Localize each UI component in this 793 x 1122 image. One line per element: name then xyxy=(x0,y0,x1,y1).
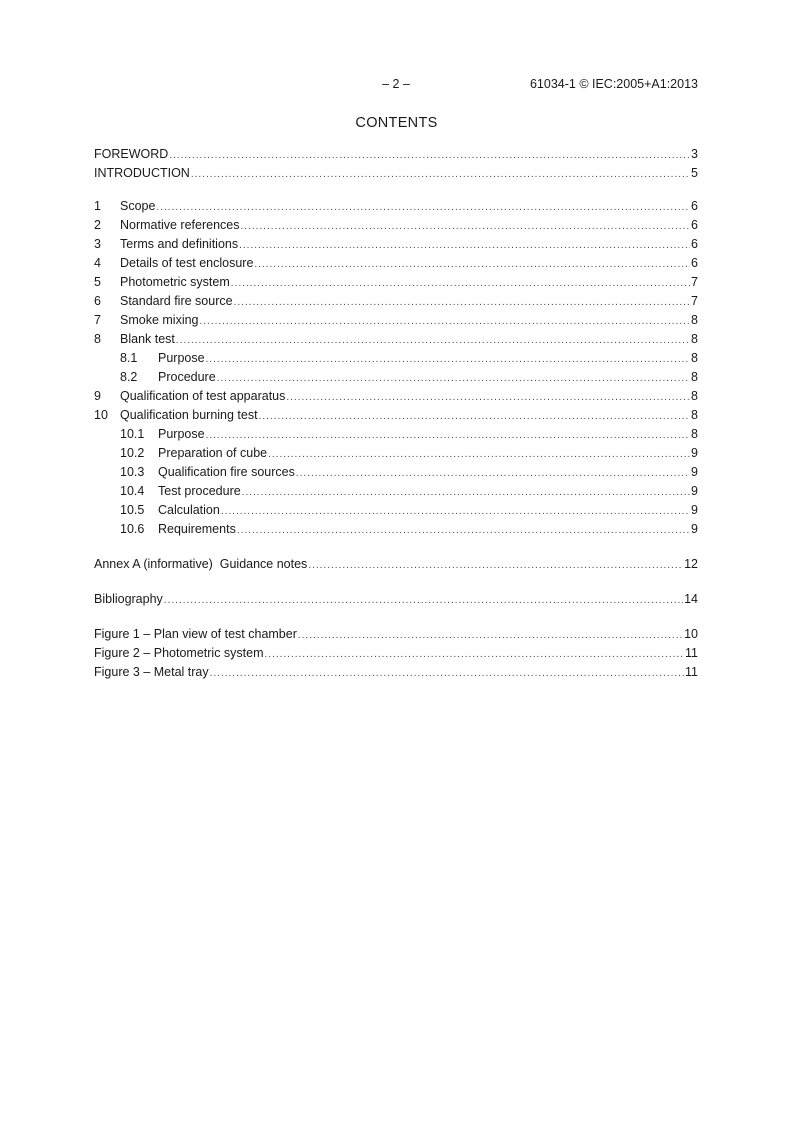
toc-entry-number: 4 xyxy=(94,256,101,270)
toc-entry-normative-references[interactable] xyxy=(94,216,698,235)
dot-leader xyxy=(206,425,690,444)
toc-entry-page: 11 xyxy=(685,646,698,660)
toc-entry-number: 6 xyxy=(94,294,101,308)
toc-entry-label: Procedure xyxy=(158,370,216,384)
toc-entry-number: 10.5 xyxy=(120,503,145,517)
toc-entry-qualification-burning-test[interactable] xyxy=(94,406,698,425)
dot-leader xyxy=(210,663,684,682)
toc-entry-label: Details of test enclosure xyxy=(120,256,254,270)
dot-leader xyxy=(200,311,691,330)
toc-entry-label: INTRODUCTION xyxy=(94,166,190,180)
toc-entry-label: Qualification of test apparatus xyxy=(120,389,286,403)
toc-entry-label: Terms and definitions xyxy=(120,237,239,251)
toc-entry-label: Preparation of cube xyxy=(158,446,268,460)
toc-entry-blank-procedure[interactable] xyxy=(94,368,698,387)
toc-entry-number: 10.4 xyxy=(120,484,145,498)
toc-entry-label: Qualification burning test xyxy=(120,408,258,422)
dot-leader xyxy=(221,501,690,520)
toc-entry-blank-purpose[interactable] xyxy=(94,349,698,368)
toc-entry-label: Figure 3 – Metal tray xyxy=(94,665,209,679)
toc-entry-label: Photometric system xyxy=(120,275,230,289)
toc-entry-page: 8 xyxy=(691,370,698,384)
dot-leader xyxy=(254,254,690,273)
toc-entry-introduction[interactable] xyxy=(94,164,698,183)
toc-entry-foreword[interactable] xyxy=(94,145,698,164)
toc-entry-page: 9 xyxy=(691,446,698,460)
page-number: – 2 – xyxy=(382,77,410,91)
dot-leader xyxy=(231,273,690,292)
toc-entry-preparation-of-cube[interactable] xyxy=(94,444,698,463)
toc-entry-calculation[interactable] xyxy=(94,501,698,520)
toc-entry-terms-definitions[interactable] xyxy=(94,235,698,254)
dot-leader xyxy=(156,197,690,216)
toc-entry-page: 10 xyxy=(684,627,698,641)
toc-entry-qualification-apparatus[interactable] xyxy=(94,387,698,406)
toc-entry-page: 7 xyxy=(691,275,698,289)
toc-entry-label: Requirements xyxy=(158,522,236,536)
toc-entry-number: 9 xyxy=(94,389,101,403)
toc-entry-blank-test[interactable] xyxy=(94,330,698,349)
toc-entry-label: Bibliography xyxy=(94,592,163,606)
dot-leader xyxy=(206,349,690,368)
contents-title: CONTENTS xyxy=(355,115,438,131)
dot-leader xyxy=(237,520,690,539)
toc-entry-page: 8 xyxy=(691,313,698,327)
toc-entry-burning-purpose[interactable] xyxy=(94,425,698,444)
toc-entry-page: 8 xyxy=(691,427,698,441)
spacer xyxy=(94,574,698,590)
toc-entry-test-enclosure[interactable] xyxy=(94,254,698,273)
dot-leader xyxy=(239,235,690,254)
spacer xyxy=(94,183,698,197)
toc-entry-number: 10.6 xyxy=(120,522,145,536)
toc-entry-page: 8 xyxy=(691,389,698,403)
toc-entry-scope[interactable] xyxy=(94,197,698,216)
toc-entry-page: 14 xyxy=(684,592,698,606)
toc-entry-label: Normative references xyxy=(120,218,240,232)
toc-entry-label: Figure 2 – Photometric system xyxy=(94,646,264,660)
toc-entry-number: 8.1 xyxy=(120,351,138,365)
toc-entry-number: 8.2 xyxy=(120,370,138,384)
toc-entry-number: 10 xyxy=(94,408,108,422)
toc-entry-standard-fire-source[interactable] xyxy=(94,292,698,311)
toc-entry-smoke-mixing[interactable] xyxy=(94,311,698,330)
toc-entry-number: 1 xyxy=(94,199,101,213)
toc-entry-label: Smoke mixing xyxy=(120,313,199,327)
toc-entry-page: 3 xyxy=(691,147,698,161)
dot-leader xyxy=(242,482,690,501)
toc-entry-number: 5 xyxy=(94,275,101,289)
toc-entry-photometric-system[interactable] xyxy=(94,273,698,292)
toc-entry-page: 6 xyxy=(691,256,698,270)
toc-entry-label: Standard fire source xyxy=(120,294,233,308)
document-id: 61034-1 © IEC:2005+A1:2013 xyxy=(529,77,698,91)
dot-leader xyxy=(176,330,690,349)
toc-entry-number: 8 xyxy=(94,332,101,346)
dot-leader xyxy=(259,406,690,425)
toc-entry-number: 2 xyxy=(94,218,101,232)
toc-entry-page: 5 xyxy=(691,166,698,180)
toc-entry-figure-2[interactable] xyxy=(94,644,698,663)
toc-entry-figure-3[interactable] xyxy=(94,663,698,682)
toc-entry-page: 6 xyxy=(691,218,698,232)
dot-leader xyxy=(191,164,690,183)
toc-entry-label: Annex A (informative) Guidance notes xyxy=(94,557,308,571)
toc-entry-page: 9 xyxy=(691,484,698,498)
toc-entry-label: Purpose xyxy=(158,427,205,441)
dot-leader xyxy=(217,368,690,387)
toc-entry-label: Blank test xyxy=(120,332,175,346)
toc-entry-test-procedure[interactable] xyxy=(94,482,698,501)
dot-leader xyxy=(298,625,683,644)
toc-entry-bibliography[interactable] xyxy=(94,590,698,609)
toc-entry-page: 6 xyxy=(691,237,698,251)
toc-entry-label: Calculation xyxy=(158,503,220,517)
toc-entry-page: 12 xyxy=(684,557,698,571)
toc-entry-page: 8 xyxy=(691,332,698,346)
toc-entry-label: Qualification fire sources xyxy=(158,465,295,479)
spacer xyxy=(94,539,698,555)
dot-leader xyxy=(308,555,683,574)
dot-leader xyxy=(241,216,691,235)
table-of-contents xyxy=(94,145,698,682)
toc-entry-page: 6 xyxy=(691,199,698,213)
toc-entry-label: Figure 1 – Plan view of test chamber xyxy=(94,627,297,641)
toc-entry-page: 7 xyxy=(691,294,698,308)
toc-entry-label: Test procedure xyxy=(158,484,241,498)
toc-entry-page: 8 xyxy=(691,351,698,365)
dot-leader xyxy=(286,387,690,406)
toc-entry-page: 8 xyxy=(691,408,698,422)
toc-entry-label: Scope xyxy=(120,199,156,213)
toc-entry-number: 10.2 xyxy=(120,446,145,460)
toc-entry-page: 9 xyxy=(691,503,698,517)
toc-entry-number: 3 xyxy=(94,237,101,251)
dot-leader xyxy=(169,145,690,164)
dot-leader xyxy=(265,644,685,663)
toc-entry-annex-a[interactable] xyxy=(94,555,698,574)
toc-entry-number: 7 xyxy=(94,313,101,327)
page-header xyxy=(94,77,698,93)
dot-leader xyxy=(234,292,690,311)
dot-leader xyxy=(268,444,690,463)
dot-leader xyxy=(296,463,690,482)
toc-entry-page: 11 xyxy=(685,665,698,679)
toc-entry-label: Purpose xyxy=(158,351,205,365)
toc-entry-requirements[interactable] xyxy=(94,520,698,539)
toc-entry-page: 9 xyxy=(691,465,698,479)
toc-entry-page: 9 xyxy=(691,522,698,536)
toc-entry-figure-1[interactable] xyxy=(94,625,698,644)
spacer xyxy=(94,609,698,625)
toc-entry-label: FOREWORD xyxy=(94,147,169,161)
toc-entry-number: 10.3 xyxy=(120,465,145,479)
toc-entry-number: 10.1 xyxy=(120,427,145,441)
toc-entry-qualification-fire-sources[interactable] xyxy=(94,463,698,482)
dot-leader xyxy=(164,590,683,609)
